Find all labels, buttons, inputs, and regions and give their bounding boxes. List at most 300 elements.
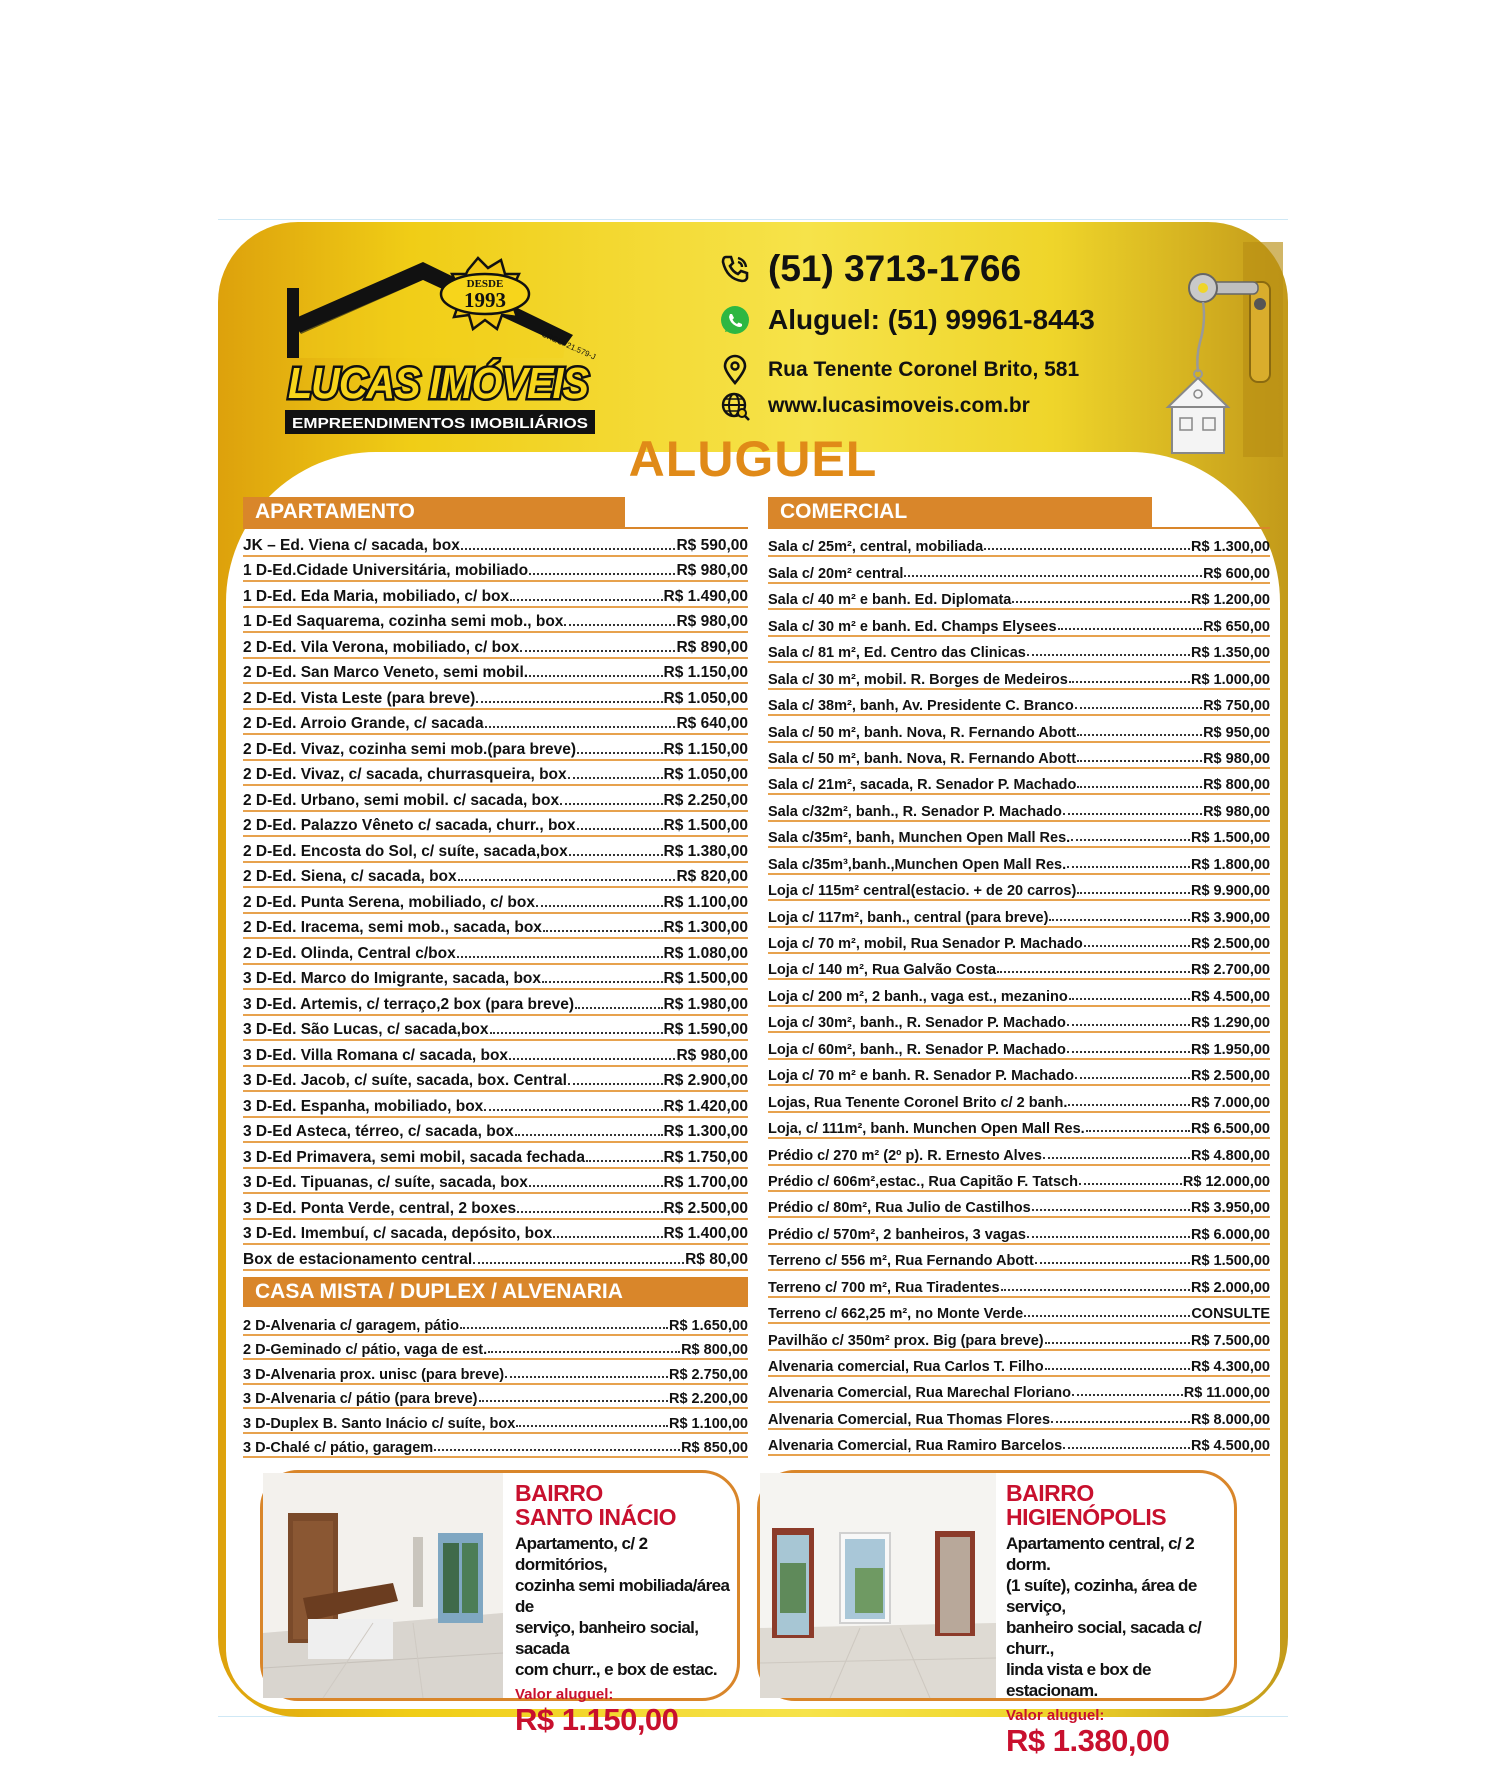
dot-leader	[1084, 945, 1190, 947]
listing-row[interactable]	[243, 1067, 748, 1093]
listing-price: R$ 2.000,00	[1190, 1279, 1270, 1296]
listing-price: R$ 2.500,00	[663, 1199, 748, 1217]
listing-price: R$ 8.000,00	[1190, 1411, 1270, 1428]
dot-leader	[984, 548, 1190, 550]
listing-row[interactable]	[768, 1166, 1270, 1192]
dot-leader	[543, 930, 663, 932]
listing-description: Terreno c/ 700 m², Rua Tiradentes	[768, 1279, 1000, 1296]
listing-row[interactable]	[768, 690, 1270, 716]
listing-row[interactable]	[243, 863, 748, 889]
listing-row[interactable]	[768, 1298, 1270, 1324]
listing-price: R$ 600,00	[1203, 565, 1270, 582]
featured-card-santo-inacio[interactable]	[260, 1470, 740, 1737]
listing-price: R$ 980,00	[1203, 803, 1270, 820]
listing-row[interactable]	[243, 1336, 748, 1361]
listing-price: R$ 890,00	[676, 638, 748, 656]
listing-description: 1 D-Ed Saquarema, cozinha semi mob., box	[243, 613, 564, 630]
featured-bairro-name: SANTO INÁCIO	[515, 1504, 676, 1530]
listing-description: 3 D-Alvenaria c/ pátio (para breve)	[243, 1391, 478, 1407]
listing-price: R$ 3.900,00	[1190, 909, 1270, 926]
listing-price: R$ 1.300,00	[1190, 539, 1270, 556]
location-pin-icon	[718, 353, 752, 387]
listing-price: R$ 1.050,00	[663, 689, 748, 707]
listing-price: R$ 650,00	[1203, 618, 1270, 635]
dot-leader	[1067, 1051, 1190, 1053]
dot-leader	[1045, 1368, 1190, 1370]
listing-description: Sala c/32m², banh., R. Senador P. Machado	[768, 803, 1062, 820]
featured-description-line: linda vista e box de estacionam.	[1006, 1660, 1151, 1700]
listing-row[interactable]	[768, 901, 1270, 927]
listing-price: R$ 1.500,00	[1190, 1253, 1270, 1270]
listing-row[interactable]	[243, 1245, 748, 1271]
dot-leader	[1043, 1157, 1190, 1159]
dot-leader	[1075, 1077, 1190, 1079]
featured-price: R$ 1.380,00	[1006, 1723, 1170, 1758]
listing-row[interactable]	[768, 954, 1270, 980]
listing-price: R$ 4.800,00	[1190, 1147, 1270, 1164]
listing-description: Loja c/ 200 m², 2 banh., vaga est., mezanino	[768, 988, 1068, 1005]
dot-leader	[458, 879, 676, 881]
listing-price: R$ 1.080,00	[663, 944, 748, 962]
dot-leader	[509, 1058, 675, 1060]
listing-price: R$ 1.350,00	[1190, 645, 1270, 662]
website-row[interactable]	[718, 389, 1030, 423]
listing-row[interactable]	[768, 875, 1270, 901]
listing-row[interactable]	[768, 1060, 1270, 1086]
listing-description: Alvenaria comercial, Rua Carlos T. Filho	[768, 1359, 1044, 1375]
listing-price: R$ 850,00	[681, 1440, 748, 1456]
listing-description: 2 D-Ed. Encosta do Sol, c/ suíte, sacada,box	[243, 842, 568, 860]
listing-description: Prédio c/ 570m², 2 banheiros, 3 vagas	[768, 1226, 1026, 1243]
section-header-comercial	[768, 497, 1152, 527]
section-underline-comercial	[768, 527, 1270, 529]
listing-price: R$ 590,00	[676, 536, 748, 554]
listing-price: R$ 1.380,00	[663, 842, 748, 860]
listing-price: R$ 2.750,00	[668, 1366, 748, 1383]
listing-row[interactable]	[243, 735, 748, 761]
listing-price: R$ 3.950,00	[1190, 1200, 1270, 1217]
key-house-keychain-icon	[1148, 242, 1283, 457]
listing-description: Sala c/ 40 m² e banh. Ed. Diplomata	[768, 592, 1012, 609]
listing-description: 2 D-Geminado c/ pátio, vaga de est.	[243, 1342, 488, 1358]
section-header-casa	[243, 1277, 748, 1307]
rental-flyer	[218, 222, 1288, 1758]
listing-description: Terreno c/ 662,25 m², no Monte Verde	[768, 1306, 1024, 1323]
section-header-apartamento	[243, 497, 625, 527]
listing-description: 3 D-Ed. Imembuí, c/ sacada, depósito, box	[243, 1225, 553, 1242]
listing-description: 3 D-Ed. Jacob, c/ suíte, sacada, box. Central	[243, 1072, 567, 1089]
listing-description: Loja c/ 70 m², mobil, Rua Senador P. Machado	[768, 936, 1083, 952]
listing-price: R$ 2.500,00	[1190, 936, 1270, 952]
listing-description: 3 D-Ed. Artemis, c/ terraço,2 box (para breve)	[243, 995, 575, 1013]
listing-price: R$ 950,00	[1203, 724, 1270, 741]
listing-price: R$ 1.500,00	[1190, 830, 1270, 847]
dot-leader	[1075, 707, 1202, 709]
listing-row[interactable]	[243, 1016, 748, 1042]
listing-price: R$ 1.300,00	[663, 1123, 748, 1140]
listing-row[interactable]	[243, 990, 748, 1016]
dot-leader	[1001, 1289, 1190, 1291]
listing-row[interactable]	[768, 637, 1270, 663]
listing-row[interactable]	[243, 888, 748, 914]
listing-description: Sala c/ 50 m², banh. Nova, R. Fernando Abott	[768, 724, 1077, 741]
featured-description-line: banheiro social, sacada c/ churr.,	[1006, 1618, 1202, 1658]
listing-price: R$ 12.000,00	[1182, 1173, 1270, 1190]
whatsapp-icon	[718, 303, 752, 337]
globe-icon	[718, 389, 752, 423]
listing-price: R$ 980,00	[1203, 750, 1270, 767]
dot-leader	[485, 726, 676, 728]
listing-description: Loja c/ 70 m² e banh. R. Senador P. Machado	[768, 1068, 1074, 1085]
listing-price: R$ 1.420,00	[663, 1097, 748, 1115]
listing-row[interactable]	[243, 1041, 748, 1067]
listing-price: R$ 7.500,00	[1190, 1332, 1270, 1349]
listing-description: Loja c/ 115m² central(estacio. + de 20 carros)	[768, 883, 1077, 900]
listing-row[interactable]	[768, 1007, 1270, 1033]
creci-number: CRECI 21.579-J	[540, 329, 598, 362]
dot-leader	[505, 1376, 668, 1378]
listing-description: 3 D-Ed. São Lucas, c/ sacada,box	[243, 1021, 489, 1038]
dot-leader	[1032, 1209, 1190, 1211]
listing-row[interactable]	[768, 1192, 1270, 1218]
listing-price: R$ 1.000,00	[1190, 671, 1270, 688]
featured-description-line: cozinha semi mobiliada/área de	[515, 1576, 730, 1616]
listing-price: R$ 1.150,00	[663, 664, 748, 681]
dot-leader	[1086, 1130, 1190, 1132]
listing-description: 3 D-Duplex B. Santo Inácio c/ suíte, box	[243, 1415, 516, 1432]
phone-icon	[718, 252, 752, 286]
listing-description: Loja c/ 140 m², Rua Galvão Costa	[768, 962, 997, 979]
page-title: ALUGUEL	[628, 431, 878, 487]
featured-description-line: Apartamento central, c/ 2 dorm.	[1006, 1534, 1195, 1574]
listing-row[interactable]	[768, 716, 1270, 742]
listing-description: 3 D-Alvenaria prox. unisc (para breve)	[243, 1366, 505, 1383]
since-year: 1993	[464, 288, 506, 312]
company-name: LUCAS IMÓVEIS	[288, 359, 623, 408]
listing-description: 2 D-Alvenaria c/ garagem, pátio	[243, 1317, 459, 1334]
listing-row[interactable]	[768, 584, 1270, 610]
dot-leader	[564, 624, 675, 626]
listing-description: Loja c/ 30m², banh., R. Senador P. Machado	[768, 1015, 1066, 1032]
comercial-list	[768, 531, 1270, 1456]
featured-bairro-label: BAIRRO	[1006, 1480, 1094, 1506]
listing-description: 3 D-Chalé c/ pátio, garagem	[243, 1440, 434, 1456]
dot-leader	[553, 1236, 662, 1238]
listing-row[interactable]	[768, 1113, 1270, 1139]
listing-description: Sala c/ 81 m², Ed. Centro das Clinicas	[768, 645, 1026, 662]
dot-leader	[1069, 998, 1190, 1000]
listing-price: R$ 1.490,00	[663, 587, 748, 605]
listing-row[interactable]	[768, 557, 1270, 583]
listing-row[interactable]	[243, 939, 748, 965]
address-text: Rua Tenente Coronel Brito, 581	[768, 358, 1080, 381]
listing-price: R$ 1.500,00	[663, 970, 748, 987]
since-label: DESDE	[466, 278, 504, 290]
phone-number: (51) 3713-1766	[768, 248, 1022, 289]
listing-price: R$ 820,00	[676, 868, 748, 885]
dot-leader	[529, 675, 662, 677]
listing-row[interactable]	[768, 980, 1270, 1006]
listing-description: Sala c/35m², banh, Munchen Open Mall Res.	[768, 830, 1071, 847]
dot-leader	[1012, 601, 1190, 603]
phone-row[interactable]	[718, 248, 1021, 290]
listing-price: R$ 1.700,00	[663, 1174, 748, 1191]
listing-price: R$ 980,00	[676, 1046, 748, 1064]
dot-leader	[529, 1185, 663, 1187]
listing-row[interactable]	[243, 761, 748, 787]
dot-leader	[457, 956, 663, 958]
listing-description: Loja c/ 60m², banh., R. Senador P. Machado	[768, 1041, 1066, 1058]
address-row	[718, 353, 1079, 387]
listing-row[interactable]	[768, 1324, 1270, 1350]
dot-leader	[1045, 1342, 1190, 1344]
dot-leader	[1027, 654, 1190, 656]
listing-description: Prédio c/ 80m², Rua Julio de Castilhos	[768, 1200, 1031, 1217]
dot-leader	[473, 1262, 684, 1264]
listing-row[interactable]	[243, 1385, 748, 1410]
dot-leader	[529, 573, 675, 575]
listing-row[interactable]	[243, 1360, 748, 1385]
listing-row[interactable]	[768, 1403, 1270, 1429]
listing-price: R$ 6.500,00	[1190, 1121, 1270, 1138]
listing-row[interactable]	[768, 1033, 1270, 1059]
listing-description: 3 D-Ed. Ponta Verde, central, 2 boxes	[243, 1199, 517, 1217]
featured-description	[515, 1533, 730, 1680]
dot-leader	[1051, 1421, 1190, 1423]
company-tagline: EMPREENDIMENTOS IMOBILIÁRIOS	[292, 415, 588, 432]
whatsapp-row[interactable]	[718, 303, 1095, 337]
listing-row[interactable]	[243, 1169, 748, 1195]
listing-row[interactable]	[243, 1118, 748, 1144]
listing-price: R$ 6.000,00	[1190, 1226, 1270, 1243]
listing-price: R$ 4.500,00	[1190, 988, 1270, 1005]
listing-price: R$ 4.300,00	[1190, 1359, 1270, 1375]
listing-row[interactable]	[243, 582, 748, 608]
dot-leader	[434, 1449, 680, 1451]
listing-row[interactable]	[768, 1430, 1270, 1456]
apartamento-list	[243, 531, 748, 1271]
listing-price: R$ 2.900,00	[663, 1072, 748, 1089]
featured-card-higienopolis[interactable]	[757, 1470, 1237, 1758]
dot-leader	[542, 981, 663, 983]
dot-leader	[490, 1032, 663, 1034]
listing-row[interactable]	[243, 786, 748, 812]
dot-leader	[577, 828, 663, 830]
listing-price: R$ 80,00	[685, 1250, 748, 1268]
featured-description-line: com churr., e box de estac.	[515, 1660, 718, 1679]
listing-row[interactable]	[243, 914, 748, 940]
listing-row[interactable]	[768, 1271, 1270, 1297]
listing-price: R$ 1.100,00	[663, 893, 748, 911]
listing-description: 2 D-Ed. Iracema, semi mob., sacada, box	[243, 919, 542, 936]
listing-description: Pavilhão c/ 350m² prox. Big (para breve)	[768, 1332, 1044, 1349]
dot-leader	[536, 905, 663, 907]
dot-leader	[1058, 628, 1203, 630]
listing-row[interactable]	[243, 710, 748, 736]
dot-leader	[1067, 1024, 1190, 1026]
listing-price: R$ 980,00	[676, 613, 748, 630]
listing-description: 3 D-Ed. Tipuanas, c/ suíte, sacada, box	[243, 1174, 528, 1191]
listing-price: R$ 640,00	[676, 715, 748, 732]
section-title-comercial: COMERCIAL	[780, 500, 908, 523]
listing-price: R$ 1.100,00	[668, 1415, 748, 1432]
listing-description: Box de estacionamento central	[243, 1250, 473, 1268]
dot-leader	[461, 548, 676, 550]
dot-leader	[1077, 734, 1202, 736]
listing-row[interactable]	[243, 1220, 748, 1246]
listing-row[interactable]	[768, 1377, 1270, 1403]
listing-price: R$ 1.950,00	[1190, 1041, 1270, 1058]
dot-leader	[1077, 892, 1190, 894]
listing-row[interactable]	[243, 965, 748, 991]
casa-list	[243, 1311, 748, 1458]
listing-price: R$ 1.980,00	[663, 995, 748, 1013]
featured-price-label: Valor aluguel:	[515, 1686, 614, 1703]
listing-row[interactable]	[768, 822, 1270, 848]
listing-row[interactable]	[243, 1143, 748, 1169]
dot-leader	[1049, 919, 1190, 921]
section-title-casa: CASA MISTA / DUPLEX / ALVENARIA	[255, 1280, 623, 1303]
dot-leader	[1027, 1236, 1190, 1238]
listing-description: Lojas, Rua Tenente Coronel Brito c/ 2 banh.	[768, 1094, 1068, 1111]
listing-description: Sala c/ 25m², central, mobiliada	[768, 539, 984, 556]
featured-description-line: Apartamento, c/ 2 dormitórios,	[515, 1534, 648, 1574]
featured-bairro-name: HIGIENÓPOLIS	[1006, 1504, 1167, 1530]
listing-row[interactable]	[243, 1434, 748, 1459]
listing-row[interactable]	[768, 928, 1270, 954]
listing-description: Sala c/35m³,banh.,Munchen Open Mall Res.	[768, 856, 1067, 873]
listing-description: Loja c/ 117m², banh., central (para breve)	[768, 909, 1049, 926]
listing-description: Terreno c/ 556 m², Rua Fernando Abott	[768, 1253, 1034, 1270]
listing-row[interactable]	[768, 743, 1270, 769]
listing-description: 2 D-Ed. Olinda, Central c/box	[243, 944, 456, 962]
listing-row[interactable]	[243, 557, 748, 583]
listing-row[interactable]	[243, 837, 748, 863]
listing-row[interactable]	[243, 1409, 748, 1434]
listing-price: R$ 2.500,00	[1190, 1068, 1270, 1085]
listing-price: R$ 1.150,00	[663, 740, 748, 758]
dot-leader	[476, 701, 662, 703]
featured-description-line: serviço, banheiro social, sacada	[515, 1618, 699, 1658]
listing-description: 1 D-Ed. Eda Maria, mobiliado, c/ box	[243, 587, 510, 605]
featured-bairro-label: BAIRRO	[515, 1480, 603, 1506]
listing-price: R$ 1.800,00	[1190, 856, 1270, 873]
listing-row[interactable]	[768, 1218, 1270, 1244]
apartment-photo-santo-inacio	[263, 1473, 503, 1698]
listing-row[interactable]	[243, 684, 748, 710]
listing-description: 2 D-Ed. San Marco Veneto, semi mobil.	[243, 664, 529, 681]
dot-leader	[520, 650, 675, 652]
dot-leader	[1063, 1447, 1190, 1449]
listing-row[interactable]	[243, 531, 748, 557]
listing-price: R$ 1.750,00	[663, 1148, 748, 1166]
listing-description: JK – Ed. Viena c/ sacada, box	[243, 536, 460, 554]
listing-price: R$ 1.500,00	[663, 817, 748, 834]
apartment-photo-higienopolis	[760, 1473, 996, 1698]
dot-leader	[569, 854, 663, 856]
listing-description: 2 D-Ed. Vivaz, cozinha semi mob.(para breve)	[243, 740, 577, 758]
listing-row[interactable]	[243, 1311, 748, 1336]
listing-description: Sala c/ 30 m², mobil. R. Borges de Medeiros	[768, 671, 1068, 688]
featured-price-label: Valor aluguel:	[1006, 1707, 1105, 1724]
dot-leader	[1077, 786, 1202, 788]
dot-leader	[510, 599, 662, 601]
dot-leader	[568, 1083, 663, 1085]
listing-price: R$ 1.400,00	[663, 1225, 748, 1242]
dot-leader	[1072, 1394, 1183, 1396]
listing-row[interactable]	[768, 663, 1270, 689]
listing-description: 2 D-Ed. Palazzo Vêneto c/ sacada, churr., box	[243, 817, 576, 834]
listing-price: R$ 800,00	[1203, 777, 1270, 794]
listing-price: R$ 1.200,00	[1190, 592, 1270, 609]
listing-row[interactable]	[243, 608, 748, 634]
listing-row[interactable]	[243, 659, 748, 685]
listing-price: R$ 980,00	[676, 562, 748, 579]
dot-leader	[515, 1134, 663, 1136]
dot-leader	[1069, 681, 1190, 683]
dot-leader	[1068, 1104, 1190, 1106]
listing-row[interactable]	[768, 848, 1270, 874]
listing-price: R$ 2.250,00	[663, 791, 748, 809]
listing-row[interactable]	[243, 1092, 748, 1118]
listing-description: 2 D-Ed. Vista Leste (para breve)	[243, 689, 476, 707]
dot-leader	[904, 575, 1202, 577]
listing-description: Alvenaria Comercial, Rua Marechal Floriano	[768, 1385, 1071, 1402]
dot-leader	[484, 1109, 662, 1111]
listing-description: 2 D-Ed. Punta Serena, mobiliado, c/ box	[243, 893, 535, 911]
listing-description: 2 D-Ed. Urbano, semi mobil. c/ sacada, box	[243, 791, 560, 809]
listing-description: 2 D-Ed. Vila Verona, mobiliado, c/ box	[243, 638, 520, 656]
listing-row[interactable]	[768, 531, 1270, 557]
listing-row[interactable]	[768, 610, 1270, 636]
dot-leader	[1071, 839, 1190, 841]
listing-price: R$ 1.050,00	[663, 766, 748, 783]
listing-description: 3 D-Ed Primavera, semi mobil, sacada fechada	[243, 1148, 586, 1166]
listing-description: Sala c/ 50 m², banh. Nova, R. Fernando Abott	[768, 750, 1077, 767]
listing-description: 2 D-Ed. Arroio Grande, c/ sacada	[243, 715, 484, 732]
listing-price: CONSULTE	[1191, 1306, 1270, 1323]
listing-description: Prédio c/ 606m²,estac., Rua Capitão F. Tatsch	[768, 1173, 1078, 1190]
listing-price: R$ 750,00	[1203, 698, 1270, 715]
section-underline-apartamento	[243, 527, 748, 529]
listing-row[interactable]	[768, 1351, 1270, 1377]
listing-row[interactable]	[768, 769, 1270, 795]
listing-row[interactable]	[243, 633, 748, 659]
listing-row[interactable]	[768, 1086, 1270, 1112]
listing-row[interactable]	[768, 795, 1270, 821]
dot-leader	[1024, 1315, 1190, 1317]
listing-price: R$ 1.300,00	[663, 919, 748, 936]
listing-row[interactable]	[768, 1245, 1270, 1271]
listing-row[interactable]	[243, 812, 748, 838]
listing-price: R$ 11.000,00	[1183, 1385, 1270, 1402]
listing-price: R$ 2.700,00	[1190, 962, 1270, 979]
listing-price: R$ 4.500,00	[1190, 1438, 1270, 1455]
section-title-apartamento: APARTAMENTO	[255, 500, 415, 523]
dot-leader	[1035, 1262, 1190, 1264]
listing-price: R$ 7.000,00	[1190, 1094, 1270, 1111]
dot-leader	[1067, 866, 1190, 868]
listing-description: Loja, c/ 111m², banh. Munchen Open Mall Res.	[768, 1121, 1085, 1138]
listing-price: R$ 800,00	[681, 1342, 748, 1358]
listing-price: R$ 1.590,00	[663, 1021, 748, 1038]
listing-description: Sala c/ 38m², banh, Av. Presidente C. Branco	[768, 698, 1074, 715]
listing-row[interactable]	[243, 1194, 748, 1220]
featured-description-line: (1 suíte), cozinha, área de serviço,	[1006, 1576, 1197, 1616]
website-url: www.lucasimoveis.com.br	[768, 394, 1030, 417]
listing-row[interactable]	[768, 1139, 1270, 1165]
dot-leader	[517, 1211, 662, 1213]
